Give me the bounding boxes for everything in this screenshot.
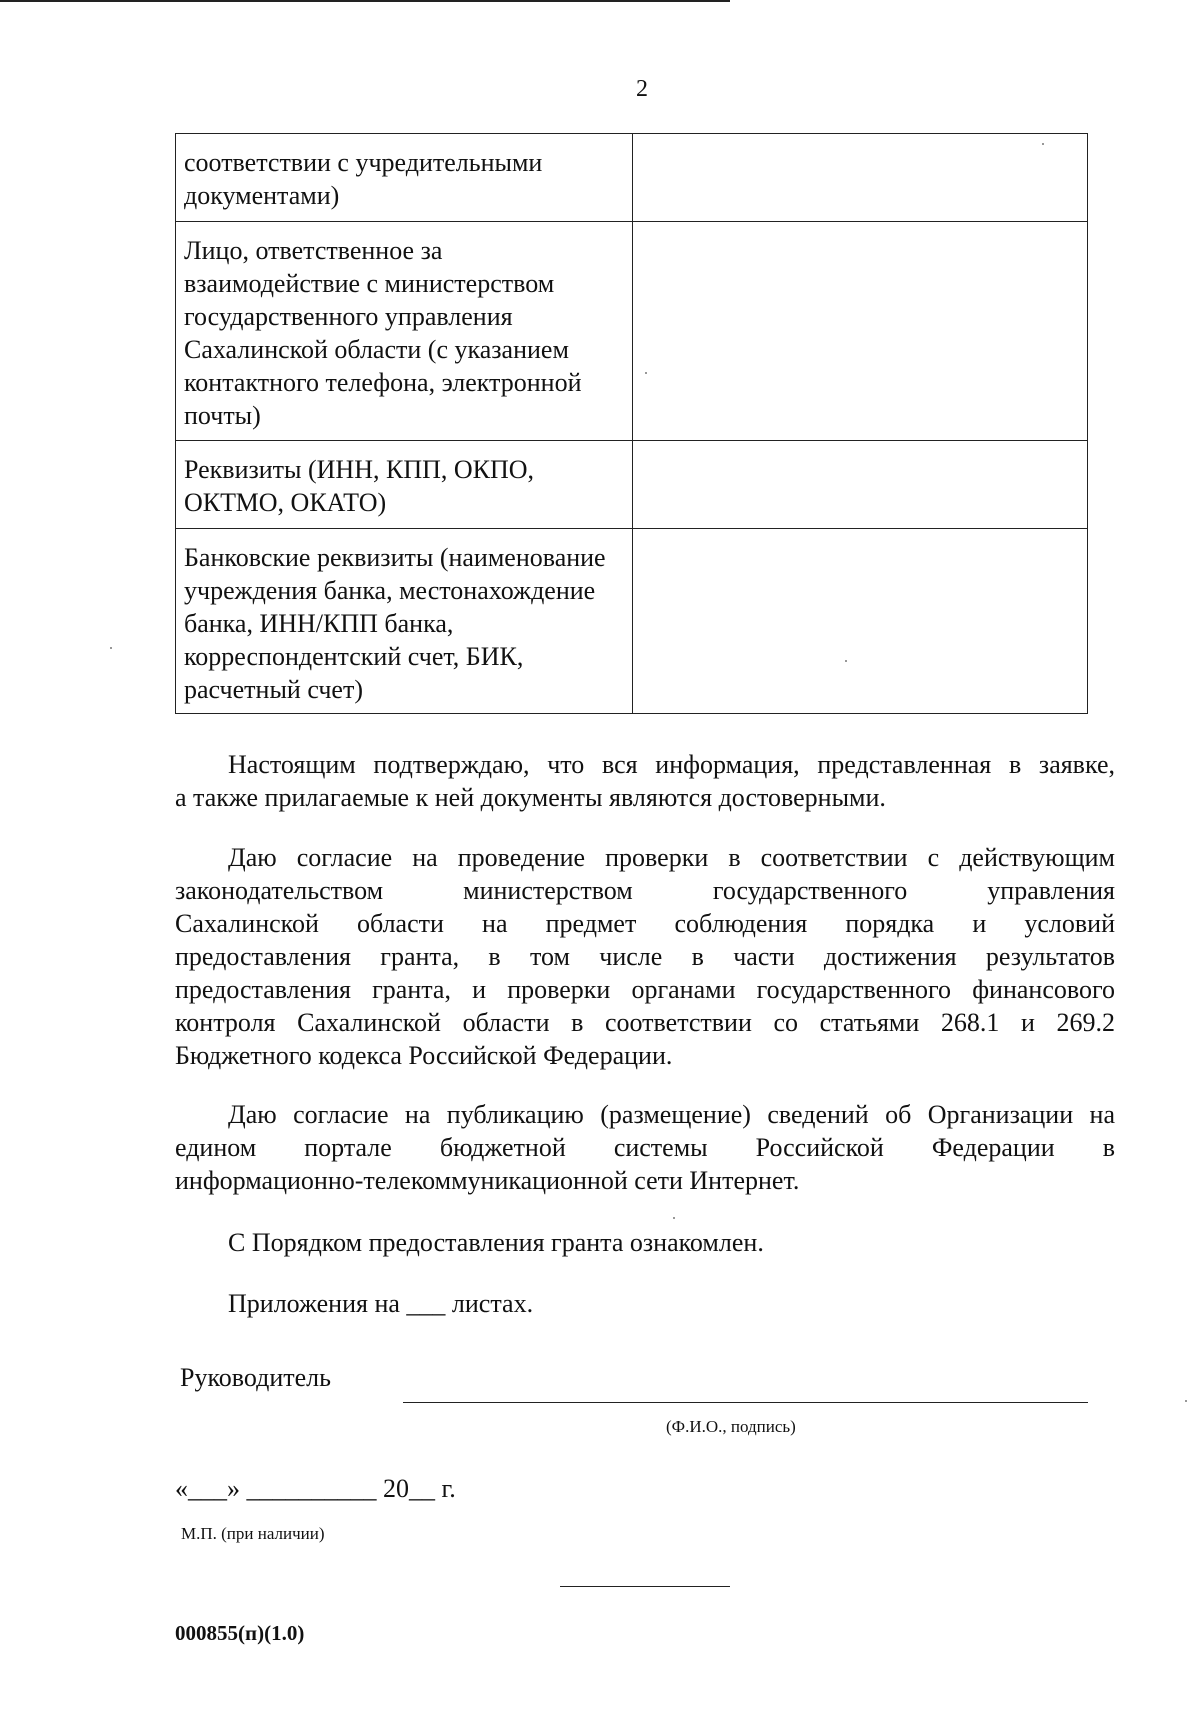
row-value-bank-details[interactable] [633,529,1088,714]
scan-speck [1185,1400,1187,1402]
application-table [175,133,1088,714]
row-label-contact-person: Лицо, ответственное за взаимодействие с министерством государственного управления Сахалинской области (с указанием контактного телефона, электронной почты) [176,222,633,441]
table-row [176,441,1088,529]
paragraph-line: информационно-телекоммуникационной сети Интернет. [175,1166,800,1195]
end-divider [560,1586,730,1587]
attachments-statement: Приложения на ___ листах. [228,1289,534,1318]
row-label-requisites: Реквизиты (ИНН, КПП, ОКПО, ОКТМО, ОКАТО) [176,441,633,529]
paragraph-line: а также прилагаемые к ней документы являются достоверными. [175,783,886,812]
scan-speck [845,660,847,662]
row-value-requisites[interactable] [633,441,1088,529]
scan-speck [673,1217,675,1219]
row-label-bank-details: Банковские реквизиты (наименование учреждения банка, местонахождение банка, ИНН/КПП банка, корреспондентский счет, БИК, расчетный счет) [176,529,633,714]
paragraph-line: Настоящим подтверждаю, что вся информация, представленная в заявке, [228,750,1115,779]
consent-check-paragraph [175,841,1115,1072]
page-number: 2 [636,76,648,102]
row-value-contact-person[interactable] [633,222,1088,441]
consent-publish-paragraph [175,1098,1115,1197]
stamp-note: М.П. (при наличии) [181,1524,325,1543]
paragraph-line: Даю согласие на публикацию (размещение) сведений об Организации на [228,1100,1115,1129]
scan-speck [1042,143,1044,145]
paragraph-line: контроля Сахалинской области в соответствии со статьями 268.1 и 269.2 [175,1008,1115,1037]
page-top-border [0,0,730,2]
row-label-founding-docs: соответствии с учредительными документами) [176,134,633,222]
signature-line[interactable] [403,1402,1088,1403]
acquainted-statement: С Порядком предоставления гранта ознакомлен. [228,1228,764,1257]
paragraph-line: Даю согласие на проведение проверки в соответствии с действующим [228,843,1115,872]
scan-speck [645,372,647,374]
date-field[interactable]: «___» __________ 20__ г. [175,1474,456,1503]
signatory-role: Руководитель [180,1363,331,1392]
paragraph-line: Сахалинской области на предмет соблюдения порядка и условий [175,909,1115,938]
paragraph-line: предоставления гранта, и проверки органами государственного финансового [175,975,1115,1004]
document-code: 000855(п)(1.0) [175,1621,305,1645]
paragraph-line: предоставления гранта, в том числе в части достижения результатов [175,942,1115,971]
signature-caption: (Ф.И.О., подпись) [666,1417,796,1436]
table-row [176,134,1088,222]
paragraph-line: едином портале бюджетной системы Российской Федерации в [175,1133,1115,1162]
paragraph-line: Бюджетного кодекса Российской Федерации. [175,1041,673,1070]
paragraph-line: законодательством министерством государственного управления [175,876,1115,905]
table-row [176,529,1088,714]
confirmation-paragraph [175,748,1115,814]
row-value-founding-docs[interactable] [633,134,1088,222]
scan-speck [110,647,112,649]
table-row [176,222,1088,441]
